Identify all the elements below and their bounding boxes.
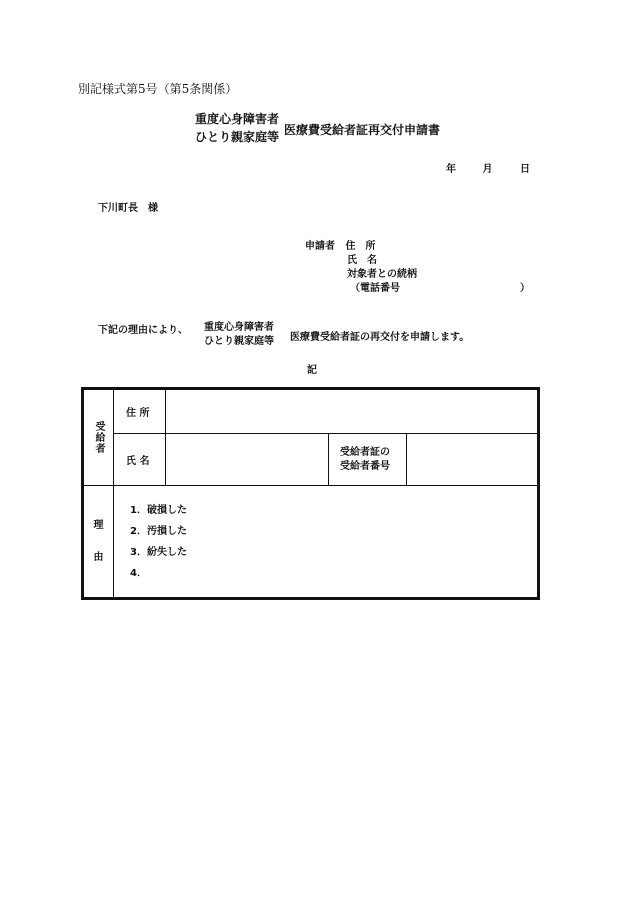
reason-label-2: 由	[93, 551, 104, 563]
applicant-block	[305, 240, 530, 296]
title-category	[195, 110, 279, 146]
reason-option-2[interactable]: 2．汚損した	[130, 526, 187, 537]
reason-label-cell	[83, 486, 114, 599]
application-table	[81, 387, 540, 600]
address-row	[83, 389, 539, 434]
title-line1: 重度心身障害者	[195, 112, 280, 126]
month-label: 月	[482, 164, 493, 175]
name-row	[83, 434, 539, 486]
body-suffix: 医療費受給者証の再交付を申請します。	[290, 332, 470, 343]
recipient-label-cell	[83, 389, 114, 486]
date-line	[446, 160, 530, 175]
reason-option-1[interactable]: 1．破損した	[130, 505, 187, 516]
name-label: 氏 名	[126, 456, 150, 467]
day-label: 日	[519, 164, 530, 175]
reason-option-4[interactable]: 4．	[130, 568, 147, 579]
cert-label-2: 受給者番号	[340, 460, 390, 472]
applicant-label: 申請者	[305, 241, 335, 252]
recipient-label: 受給者	[93, 421, 104, 454]
address-field[interactable]	[166, 389, 539, 434]
year-label: 年	[446, 164, 456, 175]
reason-row	[83, 486, 539, 599]
applicant-phone-close: ）	[520, 283, 530, 294]
applicant-phone-label: （電話番号	[350, 283, 400, 294]
applicant-relation-label: 対象者との続柄	[347, 269, 417, 280]
title-line2: ひとり親家庭等	[195, 130, 280, 144]
address-label-cell	[114, 389, 166, 434]
reason-label-1: 理	[93, 519, 104, 531]
cert-label-cell	[329, 434, 407, 486]
body-prefix: 下記の理由により、	[98, 325, 188, 336]
addressee: 下川町長 様	[98, 203, 158, 214]
reason-options	[114, 486, 539, 599]
body-line1: 重度心身障害者	[204, 322, 274, 333]
body-line2: ひとり親家庭等	[204, 336, 274, 347]
cert-label-1: 受給者証の	[340, 446, 390, 458]
applicant-address-label: 住 所	[345, 241, 376, 252]
ki-heading: 記	[307, 365, 317, 376]
page-title: 医療費受給者証再交付申請書	[284, 123, 441, 137]
form-number: 別記様式第5号（第5条関係）	[78, 82, 238, 96]
body-category	[204, 321, 274, 349]
reason-option-3[interactable]: 3．紛失した	[130, 547, 187, 558]
name-label-cell	[114, 434, 166, 486]
cert-number-field[interactable]	[407, 434, 539, 486]
name-field[interactable]	[166, 434, 329, 486]
applicant-name-label: 氏 名	[347, 255, 377, 266]
address-label: 住 所	[126, 408, 150, 419]
